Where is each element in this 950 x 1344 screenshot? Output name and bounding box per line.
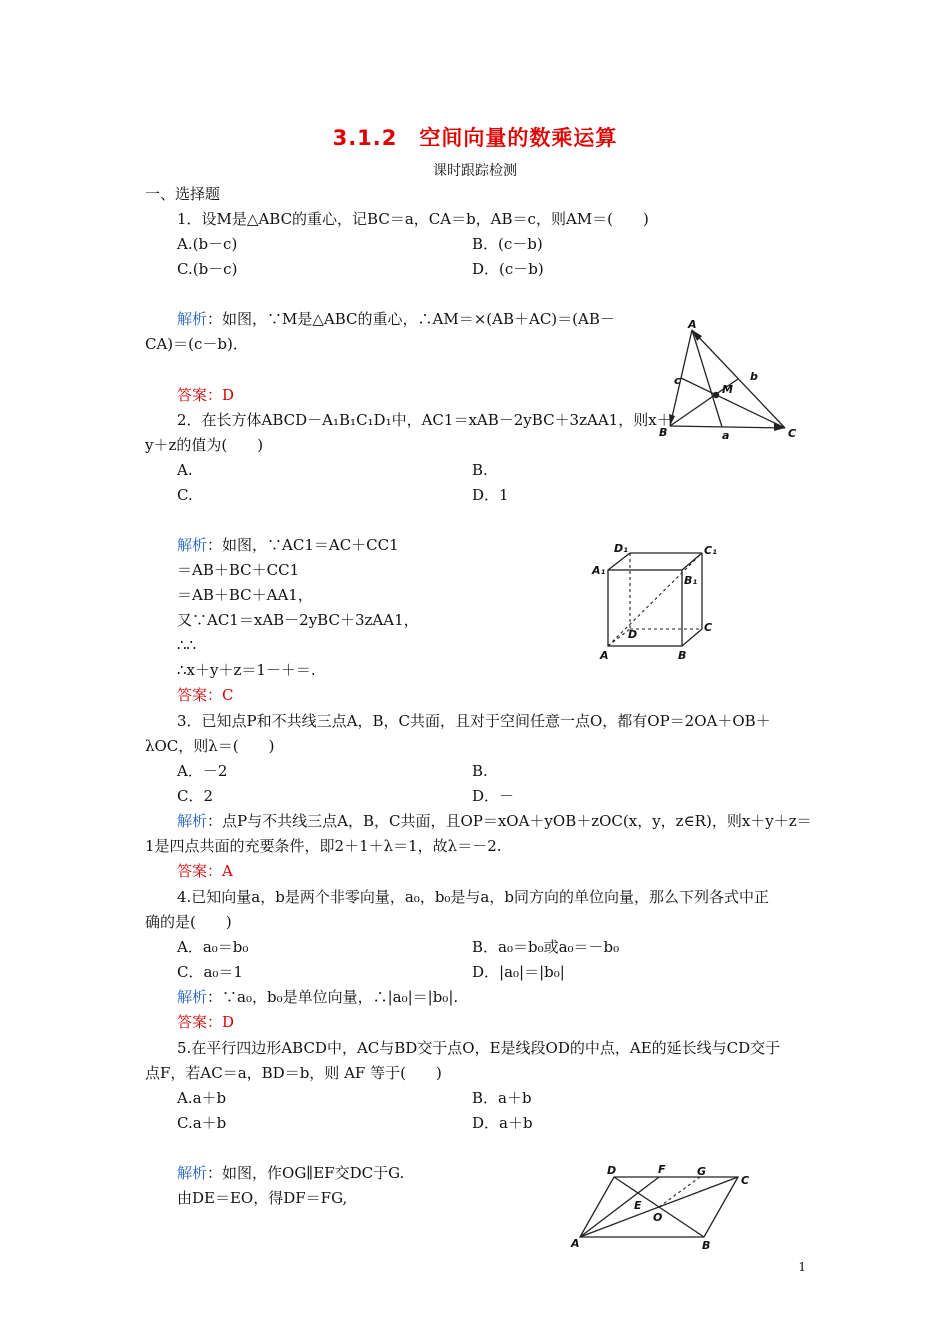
q1-option-a: A.(b－c): [177, 235, 238, 253]
q3-option-a: A．－2: [177, 762, 228, 780]
section-heading: 一、选择题: [145, 185, 221, 203]
label-b1: B₁: [684, 574, 698, 587]
q2-analysis-line6: ∴x＋y＋z＝1－＋＝.: [177, 661, 316, 679]
label-vec-c: c: [674, 374, 681, 387]
q1-analysis-line2: CA)＝(c－b)．: [145, 335, 248, 353]
q5-option-c: C.a＋b: [177, 1114, 227, 1132]
segment-og: [659, 1177, 700, 1207]
diagonal-ac1: [608, 553, 702, 646]
label-m: M: [722, 383, 733, 396]
label-f: F: [658, 1163, 666, 1176]
q2-option-b: B.: [472, 461, 488, 479]
label-e: E: [634, 1199, 642, 1212]
q3-stem-line2: λOC，则λ＝( ): [145, 737, 275, 755]
label-g: G: [697, 1165, 707, 1178]
q3-analysis-line2: 1是四点共面的充要条件，即2＋1＋λ＝1，故λ＝－2.: [145, 837, 502, 855]
q2-stem-line2: y＋z的值为( ): [145, 436, 264, 454]
q1-option-b: B．(c－b): [472, 235, 543, 253]
q2-answer: 答案：C: [177, 686, 234, 704]
label-a: A: [688, 318, 697, 331]
analysis-label: 解析: [177, 988, 208, 1006]
label-vec-a: a: [722, 429, 730, 442]
q4-option-c: C．a₀＝1: [177, 963, 243, 981]
q2-option-c: C.: [177, 486, 193, 504]
analysis-label: 解析: [177, 536, 208, 554]
q4-option-a: A．a₀＝b₀: [177, 938, 249, 956]
q1-analysis-line1: [177, 309, 615, 329]
q5-option-b: B．a＋b: [472, 1089, 532, 1107]
label-c: C: [788, 427, 797, 440]
page-title: 3.1.2 空间向量的数乘运算: [332, 126, 618, 150]
edge-ac: [692, 330, 785, 428]
q4-answer: 答案：D: [177, 1013, 235, 1031]
q4-option-b: B．a₀＝b₀或a₀＝－b₀: [472, 938, 620, 956]
page-number: 1: [798, 1260, 806, 1274]
analysis-text: ：点P与不共线三点A，B，C共面，且OP＝xOA＋yOB＋zOC(x，y，z∈R)，则x＋y＋z＝: [207, 812, 812, 830]
edge-bc: [682, 629, 702, 646]
q5-option-a: A.a＋b: [177, 1089, 227, 1107]
label-c: C: [741, 1174, 750, 1187]
q3-option-b: B.: [472, 762, 488, 780]
analysis-text: ：如图，作OG∥EF交DC于G.: [207, 1164, 405, 1182]
page-subtitle: 课时跟踪检测: [433, 163, 517, 179]
q3-stem-line1: 3．已知点P和不共线三点A，B，C共面，且对于空间任意一点O，都有OP＝2OA＋OB＋: [177, 712, 771, 730]
q3-answer: 答案：A: [177, 862, 233, 880]
q2-analysis-line2: ＝AB＋BC＋CC1: [177, 561, 300, 579]
q1-option-c: C.(b－c): [177, 260, 238, 278]
q2-option-a: A.: [177, 461, 193, 479]
q4-analysis-line1: [177, 987, 458, 1007]
label-o: O: [653, 1211, 663, 1224]
label-a: A: [571, 1237, 580, 1250]
analysis-text: ：如图，∵AC1＝AC＋CC1: [207, 536, 399, 554]
q3-analysis-line1: [177, 811, 812, 831]
q5-option-d: D．a＋b: [472, 1114, 533, 1132]
q1-stem: 1．设M是△ABC的重心，记BC＝a，CA＝b，AB＝c，则AM＝( ): [177, 210, 649, 228]
front-face: [608, 570, 682, 646]
median-c: [681, 378, 785, 428]
q2-analysis-line5: ∴∴: [177, 636, 197, 654]
analysis-text: ：如图，∵M是△ABC的重心，∴AM＝×(AB＋AC)＝(AB－: [207, 310, 615, 328]
q5-analysis-line1: [177, 1163, 404, 1183]
label-c: C: [704, 621, 713, 634]
label-vec-b: b: [750, 370, 758, 383]
label-b: B: [702, 1239, 711, 1252]
median-a: [692, 330, 722, 427]
q4-stem-line2: 确的是( ): [145, 913, 232, 931]
q1-answer: 答案：D: [177, 386, 235, 404]
q2-option-d: D．1: [472, 486, 509, 504]
edge-ad-hidden: [608, 629, 630, 646]
q5-analysis-line2: 由DE＝EO，得DF＝FG,: [177, 1189, 348, 1207]
label-d: D: [607, 1164, 617, 1177]
label-b: B: [678, 649, 687, 662]
label-b: B: [659, 426, 668, 439]
label-d1: D₁: [614, 542, 628, 555]
parallelogram-figure: [566, 1162, 766, 1254]
q4-option-d: D．|a₀|＝|b₀|: [472, 963, 565, 981]
q2-analysis-line4: 又∵AC1＝xAB－2yBC＋3zAA1，: [177, 611, 419, 629]
q3-option-c: C．2: [177, 787, 214, 805]
label-a: A: [600, 649, 609, 662]
centroid-dot: [713, 392, 719, 398]
q5-stem-line1: 5.在平行四边形ABCD中，AC与BD交于点O，E是线段OD的中点，AE的延长线与CD交于: [177, 1039, 781, 1057]
triangle-figure: [650, 318, 805, 446]
q2-stem-line1: 2．在长方体ABCD－A₁B₁C₁D₁中，AC1＝xAB－2yBC＋3zAA1，则x＋: [177, 411, 672, 429]
q2-analysis-line1: [177, 535, 399, 555]
analysis-label: 解析: [177, 1164, 208, 1182]
q1-option-d: D．(c－b): [472, 260, 544, 278]
segment-af: [580, 1177, 659, 1237]
cuboid-figure: [588, 540, 718, 662]
q5-stem-line2: 点F，若AC＝a，BD＝b，则 AF 等于( ): [145, 1064, 442, 1082]
edge-a1d1: [608, 553, 630, 570]
q4-stem-line1: 4.已知向量a，b是两个非零向量，a₀，b₀是与a，b同方向的单位向量，那么下列各式中正: [177, 888, 769, 906]
q3-option-d: D．－: [472, 787, 515, 805]
label-d: D: [628, 628, 638, 641]
analysis-text: ：∵a₀，b₀是单位向量，∴|a₀|＝|b₀|.: [207, 988, 459, 1006]
label-a1: A₁: [592, 564, 606, 577]
edge-bc: [670, 426, 785, 428]
label-c1: C₁: [704, 544, 717, 557]
q2-analysis-line3: ＝AB＋BC＋AA1，: [177, 586, 313, 604]
analysis-label: 解析: [177, 310, 208, 328]
analysis-label: 解析: [177, 812, 208, 830]
